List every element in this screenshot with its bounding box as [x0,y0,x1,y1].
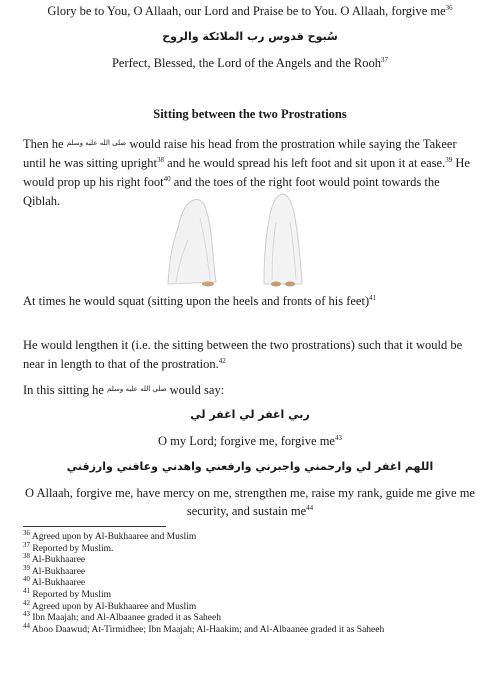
arabic-dua: اللهم اغفر لي وارحمني واجبرني وارفعني واهدني وعافني وارزقني [66,460,434,473]
footnote-text: Agreed upon by Al-Bukhaaree and Muslim [30,601,197,612]
footnote-item [23,552,384,567]
footnote-ref: 44 [306,503,314,512]
footnote-number: 39 [23,563,30,572]
footnote-text: Aboo Daawud; At-Tirmidhee; Ibn Maajah; Al-Haakim; and Al-Albaanee graded it as Saheeh [30,624,385,635]
para-text: would raise his head from the prostration while saying the Takeer until he was sitting upright [23,137,457,170]
footnote-ref: 42 [218,356,226,365]
sitting-figures-image [160,188,340,288]
para-text: and the toes of the right foot would point towards the Qiblah. [23,175,440,208]
footnote-item [23,598,384,614]
paragraph-say [23,380,478,400]
glory-text: Glory be to You, O Allaah, our Lord and Praise be to You. O Allaah, forgive me [47,4,446,18]
footnote-number: 42 [23,598,30,607]
figure-left [168,199,216,286]
footnote-text: Al-Bukhaaree [30,578,86,589]
footnote-ref: 39 [445,155,453,164]
footnote-number: 38 [23,552,30,561]
footnote-number: 37 [23,540,30,549]
footnote-ref: 43 [334,433,342,442]
footnote-number: 36 [23,528,30,537]
footnote-ref: 36 [445,3,453,12]
para-text: At times he would squat (sitting upon the heels and fronts of his feet) [23,294,370,308]
footnote-ref: 38 [157,155,165,164]
figure-right [264,194,302,287]
footnote-ref: 41 [369,293,377,302]
footnote-text: Reported by Muslim. [30,543,114,554]
oallaah-line [20,484,480,520]
para-text: and he would spread his left foot and sit upon it at ease. [164,156,446,170]
salutation-glyph: صلى الله عليه وسلم [107,385,167,393]
footnote-item [23,540,384,556]
para-text: would say: [166,383,225,397]
perfect-line [0,54,500,72]
footnote-text: Al-Bukhaaree [30,555,86,566]
para-text: In this sitting he [23,383,104,397]
footnote-number: 41 [23,586,30,595]
paragraph-squat [23,292,478,311]
footnote-number: 40 [23,575,30,584]
footnote-text: Ibn Maajah; and Al-Albaanee graded it as Saheeh [30,613,221,624]
footnote-text: Reported by Muslim [30,589,112,600]
glory-line [0,2,500,20]
para-text: He would prop up his right foot [23,156,470,189]
footnote-number: 43 [23,610,30,618]
salutation-glyph: صلى الله عليه وسلم [66,139,127,147]
footnote-item [23,563,384,579]
oallaah-text: O Allaah, forgive me, have mercy on me, strengthen me, raise my rank, guide me give me security, and sustain me [25,486,475,518]
footnote-ref: 40 [163,174,171,183]
footnote-divider [23,526,166,527]
footnote-item [23,621,385,637]
footnote-ref: 37 [381,55,389,64]
paragraph-lengthen [23,336,478,374]
footnote-item [23,575,384,590]
footnote-number: 44 [23,621,30,630]
footnote-item [23,586,384,602]
arabic-subbooh: سُبوح قدوس رب الملائكة والروح [162,30,338,43]
olord-line [0,432,500,450]
footnote-item [23,610,384,625]
arabic-rabbi: ربي اغفر لي اغفر لي [190,408,310,421]
para-text: Then he [23,137,64,151]
footnote-item [23,528,384,544]
perfect-text: Perfect, Blessed, the Lord of the Angels and the Rooh [111,56,382,70]
footnotes-list [23,528,385,636]
footnote-text: Agreed upon by Al-Bukhaaree and Muslim [30,532,197,542]
footnote-text: Al-Bukhaaree [30,566,86,577]
section-heading: Sitting between the two Prostrations [153,107,347,121]
para-text: He would lengthen it (i.e. the sitting between the two prostrations) such that it would be near in length to that of the prostration. [23,338,463,371]
olord-text: O my Lord; forgive me, forgive me [158,434,335,448]
